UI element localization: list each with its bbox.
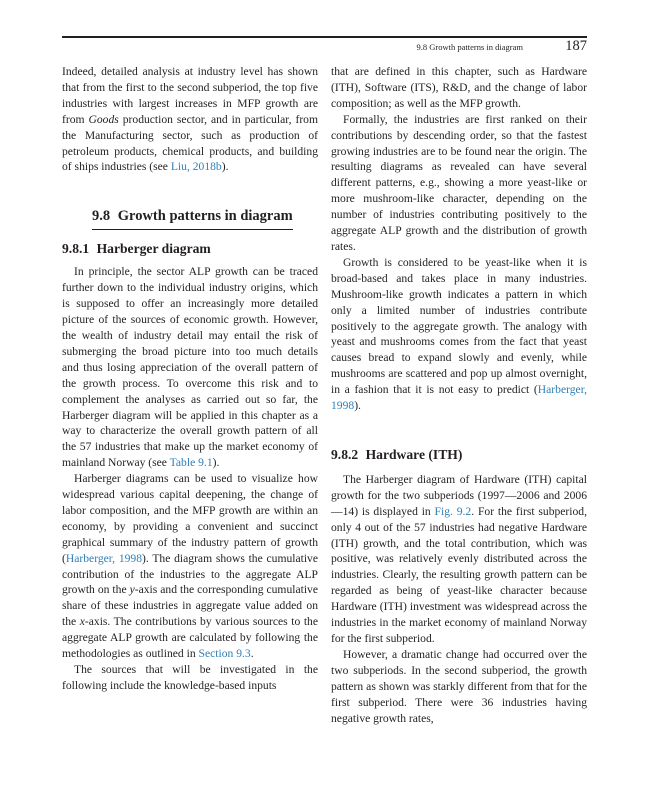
citation-link[interactable]: Liu, 2018b [170, 160, 222, 174]
paragraph: However, a dramatic change had occurred over the two subperiods. In the second subperiod, the growth pattern as shown was starkly different from that for the first subperiod. There were 36 industries having negative growth rates, [331, 647, 587, 725]
subsection-number: 9.8.1 [62, 241, 90, 257]
right-column [331, 64, 587, 726]
paragraph: that are defined in this chapter, such as Hardware (ITH), Software (ITS), R&D, and the change of labor composition; as well as the MFP growth. [331, 65, 587, 110]
subsection-heading [62, 240, 318, 258]
paragraph: Harberger diagrams can be used to visualize how widespread various capital deepening, the change of labor composition, and the MFP growth are within an economy, by providing a convenient and succinct graphical summary of the industry pattern of growth (Harberger, 1998). The diagram shows the cumulative contribution of the industries to the aggregate ALP growth on the y-axis and the corresponding cumulative share of these industries in aggregate value added on the x-axis. The contributions by various sources to the aggregate ALP growth are calculated by following the methodologies as outlined in Section 9.3. [62, 472, 319, 661]
subsection-number: 9.8.2 [331, 446, 359, 462]
paragraph: The sources that will be investigated in the following include the knowledge-based inputs [62, 663, 318, 692]
citation-link[interactable]: Harberger, 1998 [331, 383, 587, 413]
paragraph: Growth is considered to be yeast-like when it is broad-based and takes place in many industries. Mushroom-like growth indicates a pattern in which only a limited number of industries contribute positively to the aggregate growth. The analogy with yeast and mushrooms comes from the fact that yeast causes bread to expand slowly and evenly, while mushrooms are scattered and pop up almost overnight, in a fashion that it is not easy to predict (Harberger, 1998). [331, 255, 587, 413]
paragraph: Indeed, detailed analysis at industry level has shown that from the first to the second subperiod, the top five industries with largest increases in MFP growth are from Goods production sector, and in particular, from the Manufacturing sector, such as production of petroleum products, chemical products, and building of ships industries (see Liu, 2018b). [62, 65, 318, 174]
header-rule [62, 36, 587, 38]
section-heading [62, 207, 318, 230]
subsection-heading [331, 446, 587, 464]
running-head-title: 9.8 Growth patterns in diagram [416, 42, 523, 52]
subsection-title: Harberger diagram [96, 241, 211, 257]
paragraph: Formally, the industries are first ranked on their contributions by descending order, so that the fastest growing industries are to be found near the origin. The resulting diagrams as revealed can have several different patterns, e.g., showing a more yeast-like or more mushroom-like character, depending on the number of industries contributing positively to the aggregate ALP growth and the distribution of growth rates. [331, 112, 587, 253]
paragraph: The Harberger diagram of Hardware (ITH) capital growth for the two subperiods (1997—2006 and 2006—14) is displayed in Fig. 9.2. For the first subperiod, only 4 out of the 57 industries had negative Hardware (ITH) growth, and the total contribution, which was positive, was relatively evenly distributed across the industries. Clearly, the resulting growth pattern can be regarded as being of yeast-like character because Hardware (ITH) investment was widespread across the industries in the market economy of mainland Norway for the first subperiod. [331, 472, 588, 645]
figure-link[interactable]: Fig. 9.2 [434, 504, 472, 518]
table-link[interactable]: Table 9.1 [169, 456, 213, 470]
page-number: 187 [565, 38, 587, 54]
left-column [62, 64, 318, 694]
subsection-title: Hardware (ITH) [365, 446, 463, 462]
section-title: Growth patterns in diagram [117, 208, 293, 225]
paragraph: In principle, the sector ALP growth can be traced further down to the individual industry origins, which is supposed to offer an increasingly more detailed picture of the sources of economic growth. However, the wealth of industry detail may entail the risk of submerging the broad picture into too much details and thus losing appreciation of the overall pattern of the growth process. To overcome this risk and to complement the analyses as carried out so far, the Harberger diagram will be applied in this chapter as a way to characterize the overall growth pattern of all the 57 industries that make up the market economy of mainland Norway (see Table 9.1). [62, 265, 318, 470]
citation-link[interactable]: Harberger, 1998 [65, 551, 143, 565]
running-head [62, 40, 587, 56]
section-link[interactable]: Section 9.3 [198, 647, 251, 661]
section-number: 9.8 [92, 208, 111, 225]
